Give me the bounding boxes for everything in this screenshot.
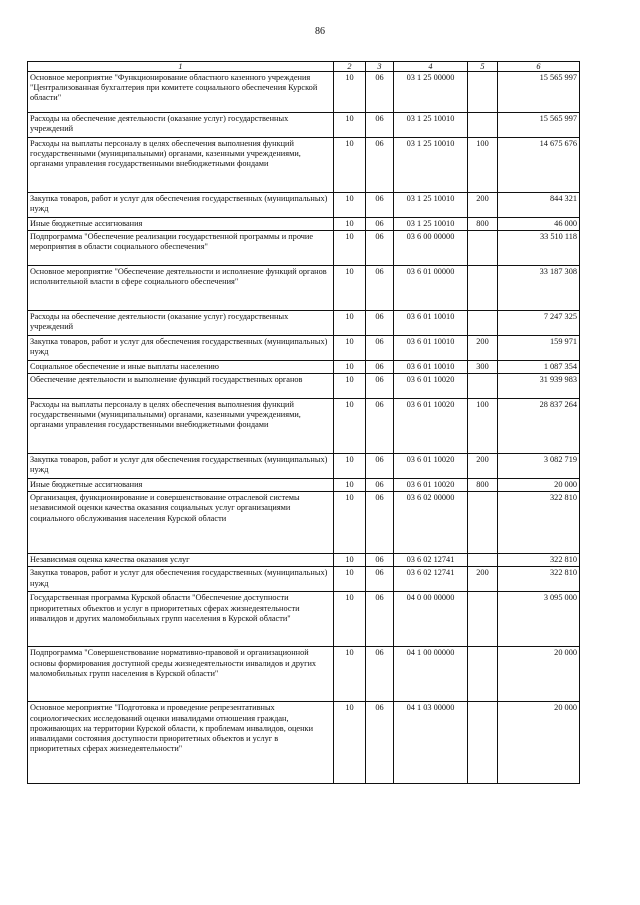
row-expense-type: [468, 72, 498, 113]
row-name: Подпрограмма "Обеспечение реализации государственной программы и прочие мероприятия в области социального обеспечения": [28, 231, 334, 266]
row-amount: 7 247 325: [498, 311, 580, 336]
row-target-article: 04 1 03 00000: [394, 702, 468, 784]
row-expense-type: [468, 647, 498, 702]
row-section: 10: [334, 479, 366, 492]
row-target-article: 03 6 01 10020: [394, 399, 468, 454]
table-row: [28, 311, 580, 336]
row-target-article: 04 1 00 00000: [394, 647, 468, 702]
row-target-article: 03 6 01 10010: [394, 311, 468, 336]
row-expense-type: [468, 702, 498, 784]
table-row: [28, 113, 580, 138]
row-expense-type: [468, 311, 498, 336]
header-row: [28, 62, 580, 72]
row-name: Закупка товаров, работ и услуг для обеспечения государственных (муниципальных) нужд: [28, 193, 334, 218]
row-subsection: 06: [366, 702, 394, 784]
row-name: Закупка товаров, работ и услуг для обеспечения государственных (муниципальных) нужд: [28, 336, 334, 361]
table-row: [28, 454, 580, 479]
row-name: Государственная программа Курской области "Обеспечение доступности приоритетных объектов и услуг в приоритетных сферах жизнедеятельности инвалидов и других маломобильных групп населения в Курской области": [28, 592, 334, 647]
row-section: 10: [334, 374, 366, 399]
row-name: Основное мероприятие "Подготовка и проведение репрезентативных социологических исследований оценки инвалидами отношения граждан, проживающих на территории Курской области, к проблемам инвалидов, оценки инвалидами состояния доступности приоритетных объектов и услуг в приоритетных сферах жизнедеятельности": [28, 702, 334, 784]
row-section: 10: [334, 138, 366, 193]
table-row: [28, 492, 580, 554]
table-row: [28, 592, 580, 647]
row-section: 10: [334, 72, 366, 113]
row-name: Обеспечение деятельности и выполнение функций государственных органов: [28, 374, 334, 399]
row-expense-type: 200: [468, 336, 498, 361]
header-col-2: 2: [334, 62, 366, 72]
row-subsection: 06: [366, 266, 394, 311]
row-section: 10: [334, 193, 366, 218]
row-amount: 33 187 308: [498, 266, 580, 311]
row-target-article: 03 6 01 00000: [394, 266, 468, 311]
row-expense-type: 200: [468, 567, 498, 592]
table-row: [28, 218, 580, 231]
table-row: [28, 647, 580, 702]
header-col-6: 6: [498, 62, 580, 72]
row-subsection: 06: [366, 72, 394, 113]
row-subsection: 06: [366, 138, 394, 193]
row-amount: 33 510 118: [498, 231, 580, 266]
row-section: 10: [334, 266, 366, 311]
table-row: [28, 399, 580, 454]
row-target-article: 04 0 00 00000: [394, 592, 468, 647]
row-section: 10: [334, 399, 366, 454]
row-subsection: 06: [366, 193, 394, 218]
table-row: [28, 479, 580, 492]
table-row: [28, 361, 580, 374]
table-row: [28, 231, 580, 266]
row-expense-type: 800: [468, 218, 498, 231]
row-name: Расходы на обеспечение деятельности (оказание услуг) государственных учреждений: [28, 113, 334, 138]
row-subsection: 06: [366, 647, 394, 702]
row-expense-type: [468, 374, 498, 399]
row-amount: 844 321: [498, 193, 580, 218]
page-number: 86: [315, 26, 325, 37]
table-row: [28, 138, 580, 193]
row-section: 10: [334, 554, 366, 567]
table-row: [28, 336, 580, 361]
row-section: 10: [334, 311, 366, 336]
row-name: Подпрограмма "Совершенствование нормативно-правовой и организационной основы формирования доступной среды жизнедеятельности инвалидов и других маломобильных групп населения в Курской области": [28, 647, 334, 702]
row-target-article: 03 1 25 10010: [394, 193, 468, 218]
row-expense-type: 200: [468, 454, 498, 479]
row-subsection: 06: [366, 399, 394, 454]
row-section: 10: [334, 702, 366, 784]
table-row: [28, 554, 580, 567]
row-name: Закупка товаров, работ и услуг для обеспечения государственных (муниципальных) нужд: [28, 567, 334, 592]
row-amount: 3 095 000: [498, 592, 580, 647]
row-amount: 31 939 983: [498, 374, 580, 399]
row-subsection: 06: [366, 479, 394, 492]
row-amount: 15 565 997: [498, 113, 580, 138]
row-expense-type: [468, 231, 498, 266]
row-name: Социальное обеспечение и иные выплаты населению: [28, 361, 334, 374]
table-row: [28, 567, 580, 592]
row-target-article: 03 6 02 12741: [394, 567, 468, 592]
row-target-article: 03 6 01 10020: [394, 374, 468, 399]
row-expense-type: 300: [468, 361, 498, 374]
row-expense-type: [468, 113, 498, 138]
row-section: 10: [334, 336, 366, 361]
row-amount: 20 000: [498, 479, 580, 492]
table-row: [28, 72, 580, 113]
row-expense-type: 100: [468, 399, 498, 454]
row-subsection: 06: [366, 361, 394, 374]
row-section: 10: [334, 231, 366, 266]
row-name: Независимая оценка качества оказания услуг: [28, 554, 334, 567]
row-name: Расходы на выплаты персоналу в целях обеспечения выполнения функций государственными (муниципальными) органами, казенными учреждениями, органами управления государственными внебюджетными фондами: [28, 399, 334, 454]
row-section: 10: [334, 567, 366, 592]
row-name: Основное мероприятие "Обеспечение деятельности и исполнение функций органов исполнительной власти в сфере социального обеспечения": [28, 266, 334, 311]
row-target-article: 03 1 25 10010: [394, 138, 468, 193]
header-col-4: 4: [394, 62, 468, 72]
row-expense-type: [468, 592, 498, 647]
row-name: Расходы на выплаты персоналу в целях обеспечения выполнения функций государственными (муниципальными) органами, казенными учреждениями, органами управления государственными внебюджетными фондами: [28, 138, 334, 193]
row-expense-type: [468, 266, 498, 311]
table-row: [28, 702, 580, 784]
row-section: 10: [334, 492, 366, 554]
row-expense-type: 200: [468, 193, 498, 218]
row-target-article: 03 6 01 10020: [394, 454, 468, 479]
header-col-5: 5: [468, 62, 498, 72]
row-subsection: 06: [366, 374, 394, 399]
row-subsection: 06: [366, 454, 394, 479]
row-amount: 322 810: [498, 567, 580, 592]
row-subsection: 06: [366, 231, 394, 266]
row-amount: 322 810: [498, 554, 580, 567]
row-amount: 20 000: [498, 702, 580, 784]
table-row: [28, 266, 580, 311]
row-name: Закупка товаров, работ и услуг для обеспечения государственных (муниципальных) нужд: [28, 454, 334, 479]
table-row: [28, 193, 580, 218]
row-name: Иные бюджетные ассигнования: [28, 218, 334, 231]
row-section: 10: [334, 454, 366, 479]
row-target-article: 03 6 01 10010: [394, 336, 468, 361]
row-section: 10: [334, 592, 366, 647]
row-expense-type: [468, 554, 498, 567]
row-target-article: 03 1 25 10010: [394, 113, 468, 138]
header-col-1: 1: [28, 62, 334, 72]
row-target-article: 03 6 01 10020: [394, 479, 468, 492]
row-target-article: 03 1 25 10010: [394, 218, 468, 231]
header-col-3: 3: [366, 62, 394, 72]
row-amount: 159 971: [498, 336, 580, 361]
row-expense-type: 800: [468, 479, 498, 492]
row-amount: 15 565 997: [498, 72, 580, 113]
row-expense-type: 100: [468, 138, 498, 193]
row-subsection: 06: [366, 113, 394, 138]
row-target-article: 03 6 01 10010: [394, 361, 468, 374]
row-amount: 322 810: [498, 492, 580, 554]
row-target-article: 03 6 02 12741: [394, 554, 468, 567]
row-amount: 3 082 719: [498, 454, 580, 479]
row-section: 10: [334, 218, 366, 231]
row-subsection: 06: [366, 492, 394, 554]
row-subsection: 06: [366, 311, 394, 336]
table-row: [28, 374, 580, 399]
row-expense-type: [468, 492, 498, 554]
row-target-article: 03 6 02 00000: [394, 492, 468, 554]
row-amount: 14 675 676: [498, 138, 580, 193]
row-name: Иные бюджетные ассигнования: [28, 479, 334, 492]
row-section: 10: [334, 647, 366, 702]
row-amount: 1 087 354: [498, 361, 580, 374]
row-name: Организация, функционирование и совершенствование отраслевой системы независимой оценки качества оказания социальных услуг организациями социального обслуживания населения Курской области: [28, 492, 334, 554]
budget-table: [27, 61, 580, 784]
row-section: 10: [334, 113, 366, 138]
row-target-article: 03 1 25 00000: [394, 72, 468, 113]
row-section: 10: [334, 361, 366, 374]
row-subsection: 06: [366, 336, 394, 361]
row-amount: 46 000: [498, 218, 580, 231]
row-subsection: 06: [366, 592, 394, 647]
row-subsection: 06: [366, 554, 394, 567]
row-amount: 28 837 264: [498, 399, 580, 454]
row-target-article: 03 6 00 00000: [394, 231, 468, 266]
row-subsection: 06: [366, 218, 394, 231]
row-subsection: 06: [366, 567, 394, 592]
row-name: Расходы на обеспечение деятельности (оказание услуг) государственных учреждений: [28, 311, 334, 336]
row-amount: 20 000: [498, 647, 580, 702]
row-name: Основное мероприятие "Функционирование областного казенного учреждения "Централизованная бухгалтерия при комитете социального обеспечения Курской области": [28, 72, 334, 113]
